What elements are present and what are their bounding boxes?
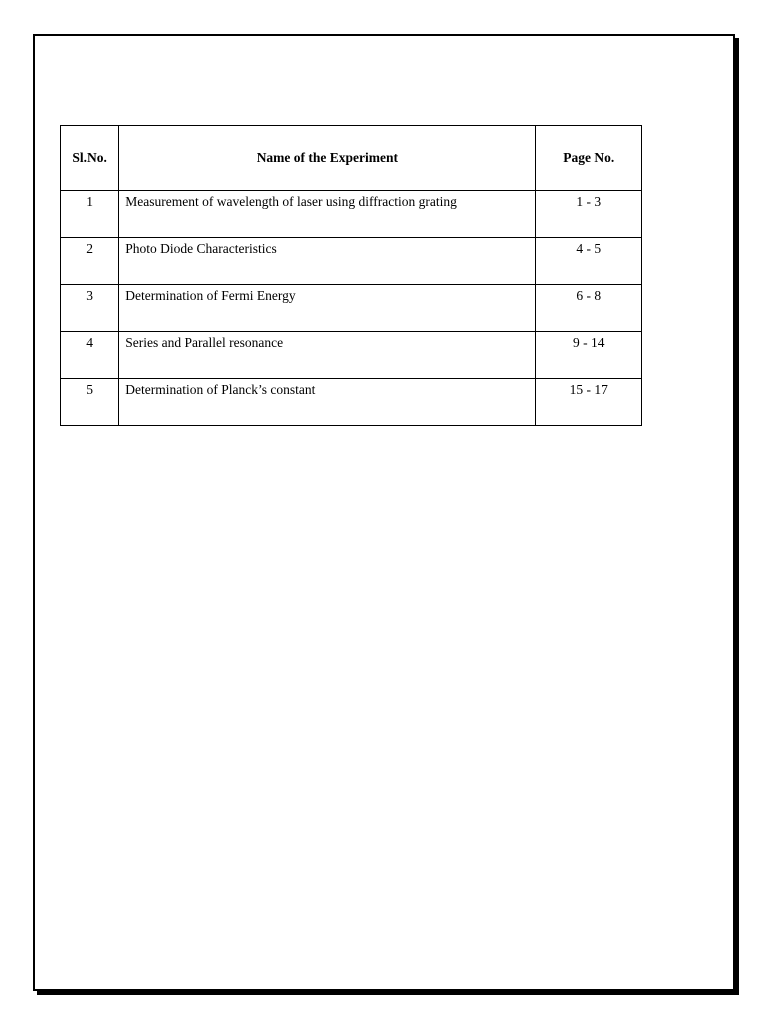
experiments-table [60,125,642,426]
row-experiment-name: Measurement of wavelength of laser using diffraction grating [119,191,536,238]
row-sl-no: 4 [61,332,119,379]
row-page-no: 15 - 17 [536,379,642,426]
header-page-no: Page No. [536,126,642,191]
row-experiment-name: Determination of Fermi Energy [119,285,536,332]
header-experiment-name: Name of the Experiment [119,126,536,191]
table-row [61,285,642,332]
row-sl-no: 3 [61,285,119,332]
row-experiment-name: Photo Diode Characteristics [119,238,536,285]
row-experiment-name: Determination of Planck’s constant [119,379,536,426]
table-row [61,191,642,238]
row-page-no: 9 - 14 [536,332,642,379]
row-sl-no: 1 [61,191,119,238]
header-sl-no: Sl.No. [61,126,119,191]
row-experiment-name: Series and Parallel resonance [119,332,536,379]
row-page-no: 6 - 8 [536,285,642,332]
table-row [61,379,642,426]
row-page-no: 1 - 3 [536,191,642,238]
table-row [61,238,642,285]
row-page-no: 4 - 5 [536,238,642,285]
table-header-row [61,126,642,191]
row-sl-no: 5 [61,379,119,426]
row-sl-no: 2 [61,238,119,285]
table-row [61,332,642,379]
